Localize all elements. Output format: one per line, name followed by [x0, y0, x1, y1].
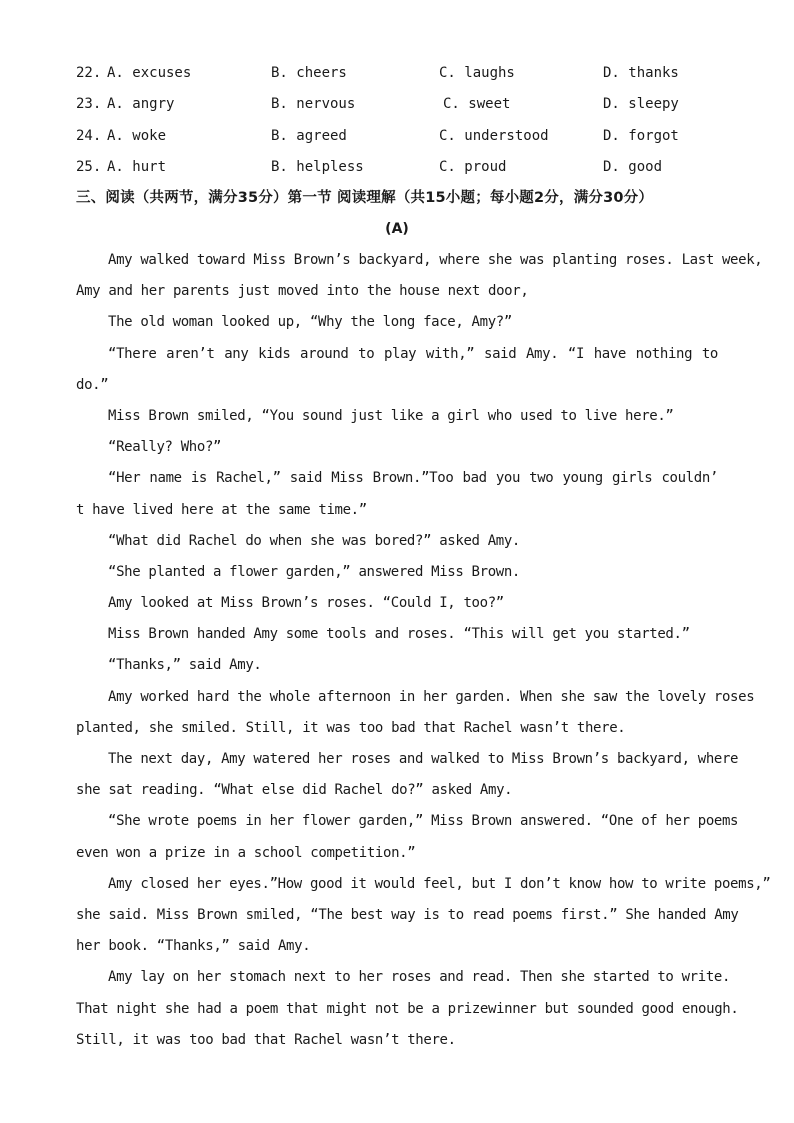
passage-line: Miss Brown smiled, “You sound just like a girl who used to live here.” — [108, 407, 674, 424]
question-number: 22. — [76, 65, 102, 81]
option-row-25 — [76, 156, 726, 187]
reading-passage — [76, 249, 771, 1060]
passage-line: t have lived here at the same time.” — [76, 501, 367, 518]
passage-line: “What did Rachel do when she was bored?” asked Amy. — [108, 532, 521, 549]
question-number: 24. — [76, 127, 102, 144]
option-c: C. laughs — [439, 65, 515, 81]
option-row-23 — [76, 93, 726, 124]
option-b: B. nervous — [271, 96, 356, 113]
option-d: D. sleepy — [603, 96, 679, 113]
passage-line: “She wrote poems in her flower garden,” Miss Brown answered. “One of her poems — [108, 813, 739, 830]
passage-line: “Her name is Rachel,” said Miss Brown.”Too bad you two young girls couldn’ — [108, 470, 718, 487]
question-number: 23. — [76, 96, 102, 113]
option-b: B. helpless — [271, 158, 364, 175]
passage-line: Still, it was too bad that Rachel wasn’t there. — [76, 1031, 456, 1048]
passage-line: “She planted a flower garden,” answered Miss Brown. — [108, 563, 521, 580]
option-c: C. sweet — [443, 96, 511, 113]
option-c: C. proud — [439, 158, 507, 175]
question-number: 25. — [76, 158, 102, 175]
passage-line: do.” — [76, 376, 109, 393]
option-a: A. woke — [107, 127, 167, 144]
passage-line: Amy closed her eyes.”How good it would feel, but I don’t know how to write poems,” — [108, 875, 771, 892]
option-b: B. agreed — [271, 127, 347, 144]
option-d: D. good — [603, 158, 663, 175]
passage-line: Amy looked at Miss Brown’s roses. “Could I, too?” — [108, 595, 504, 612]
passage-line: even won a prize in a school competition.” — [76, 844, 416, 861]
passage-line: planted, she smiled. Still, it was too bad that Rachel wasn’t there. — [76, 719, 626, 736]
passage-line: she sat reading. “What else did Rachel do?” asked Amy. — [76, 782, 513, 799]
passage-line: Amy lay on her stomach next to her roses and read. Then she started to write. — [108, 969, 731, 986]
passage-line: “Really? Who?” — [108, 439, 222, 456]
answer-options — [76, 62, 726, 187]
option-a: A. excuses — [107, 65, 192, 81]
passage-line: The next day, Amy watered her roses and walked to Miss Brown’s backyard, where — [108, 751, 739, 767]
passage-line: The old woman looked up, “Why the long face, Amy?” — [108, 314, 512, 331]
option-d: D. thanks — [603, 65, 679, 81]
option-a: A. hurt — [107, 158, 167, 175]
passage-line: she said. Miss Brown smiled, “The best way is to read poems first.” She handed Amy — [76, 906, 739, 923]
passage-line: “Thanks,” said Amy. — [108, 657, 262, 674]
option-row-24 — [76, 125, 726, 156]
passage-line: That night she had a poem that might not be a prizewinner but sounded good enough. — [76, 1000, 739, 1017]
passage-line: Miss Brown handed Amy some tools and roses. “This will get you started.” — [108, 626, 690, 643]
section-heading: 三、阅读（共两节，满分35分）第一节 阅读理解（共15小题；每小题2分，满分30分） — [76, 190, 654, 206]
option-row-22 — [76, 62, 726, 93]
option-a: A. angry — [107, 96, 175, 113]
passage-line: Amy and her parents just moved into the house next door, — [76, 283, 529, 300]
option-c: C. understood — [439, 127, 549, 144]
passage-line: Amy walked toward Miss Brown’s backyard, where she was planting roses. Last week, — [108, 252, 763, 268]
option-b: B. cheers — [271, 65, 347, 81]
passage-label: (A) — [385, 221, 409, 237]
option-d: D. forgot — [603, 127, 679, 144]
passage-line: “There aren’t any kids around to play with,” said Amy. “I have nothing to — [108, 345, 718, 362]
passage-line: her book. “Thanks,” said Amy. — [76, 938, 311, 955]
passage-line: Amy worked hard the whole afternoon in her garden. When she saw the lovely roses — [108, 688, 755, 705]
